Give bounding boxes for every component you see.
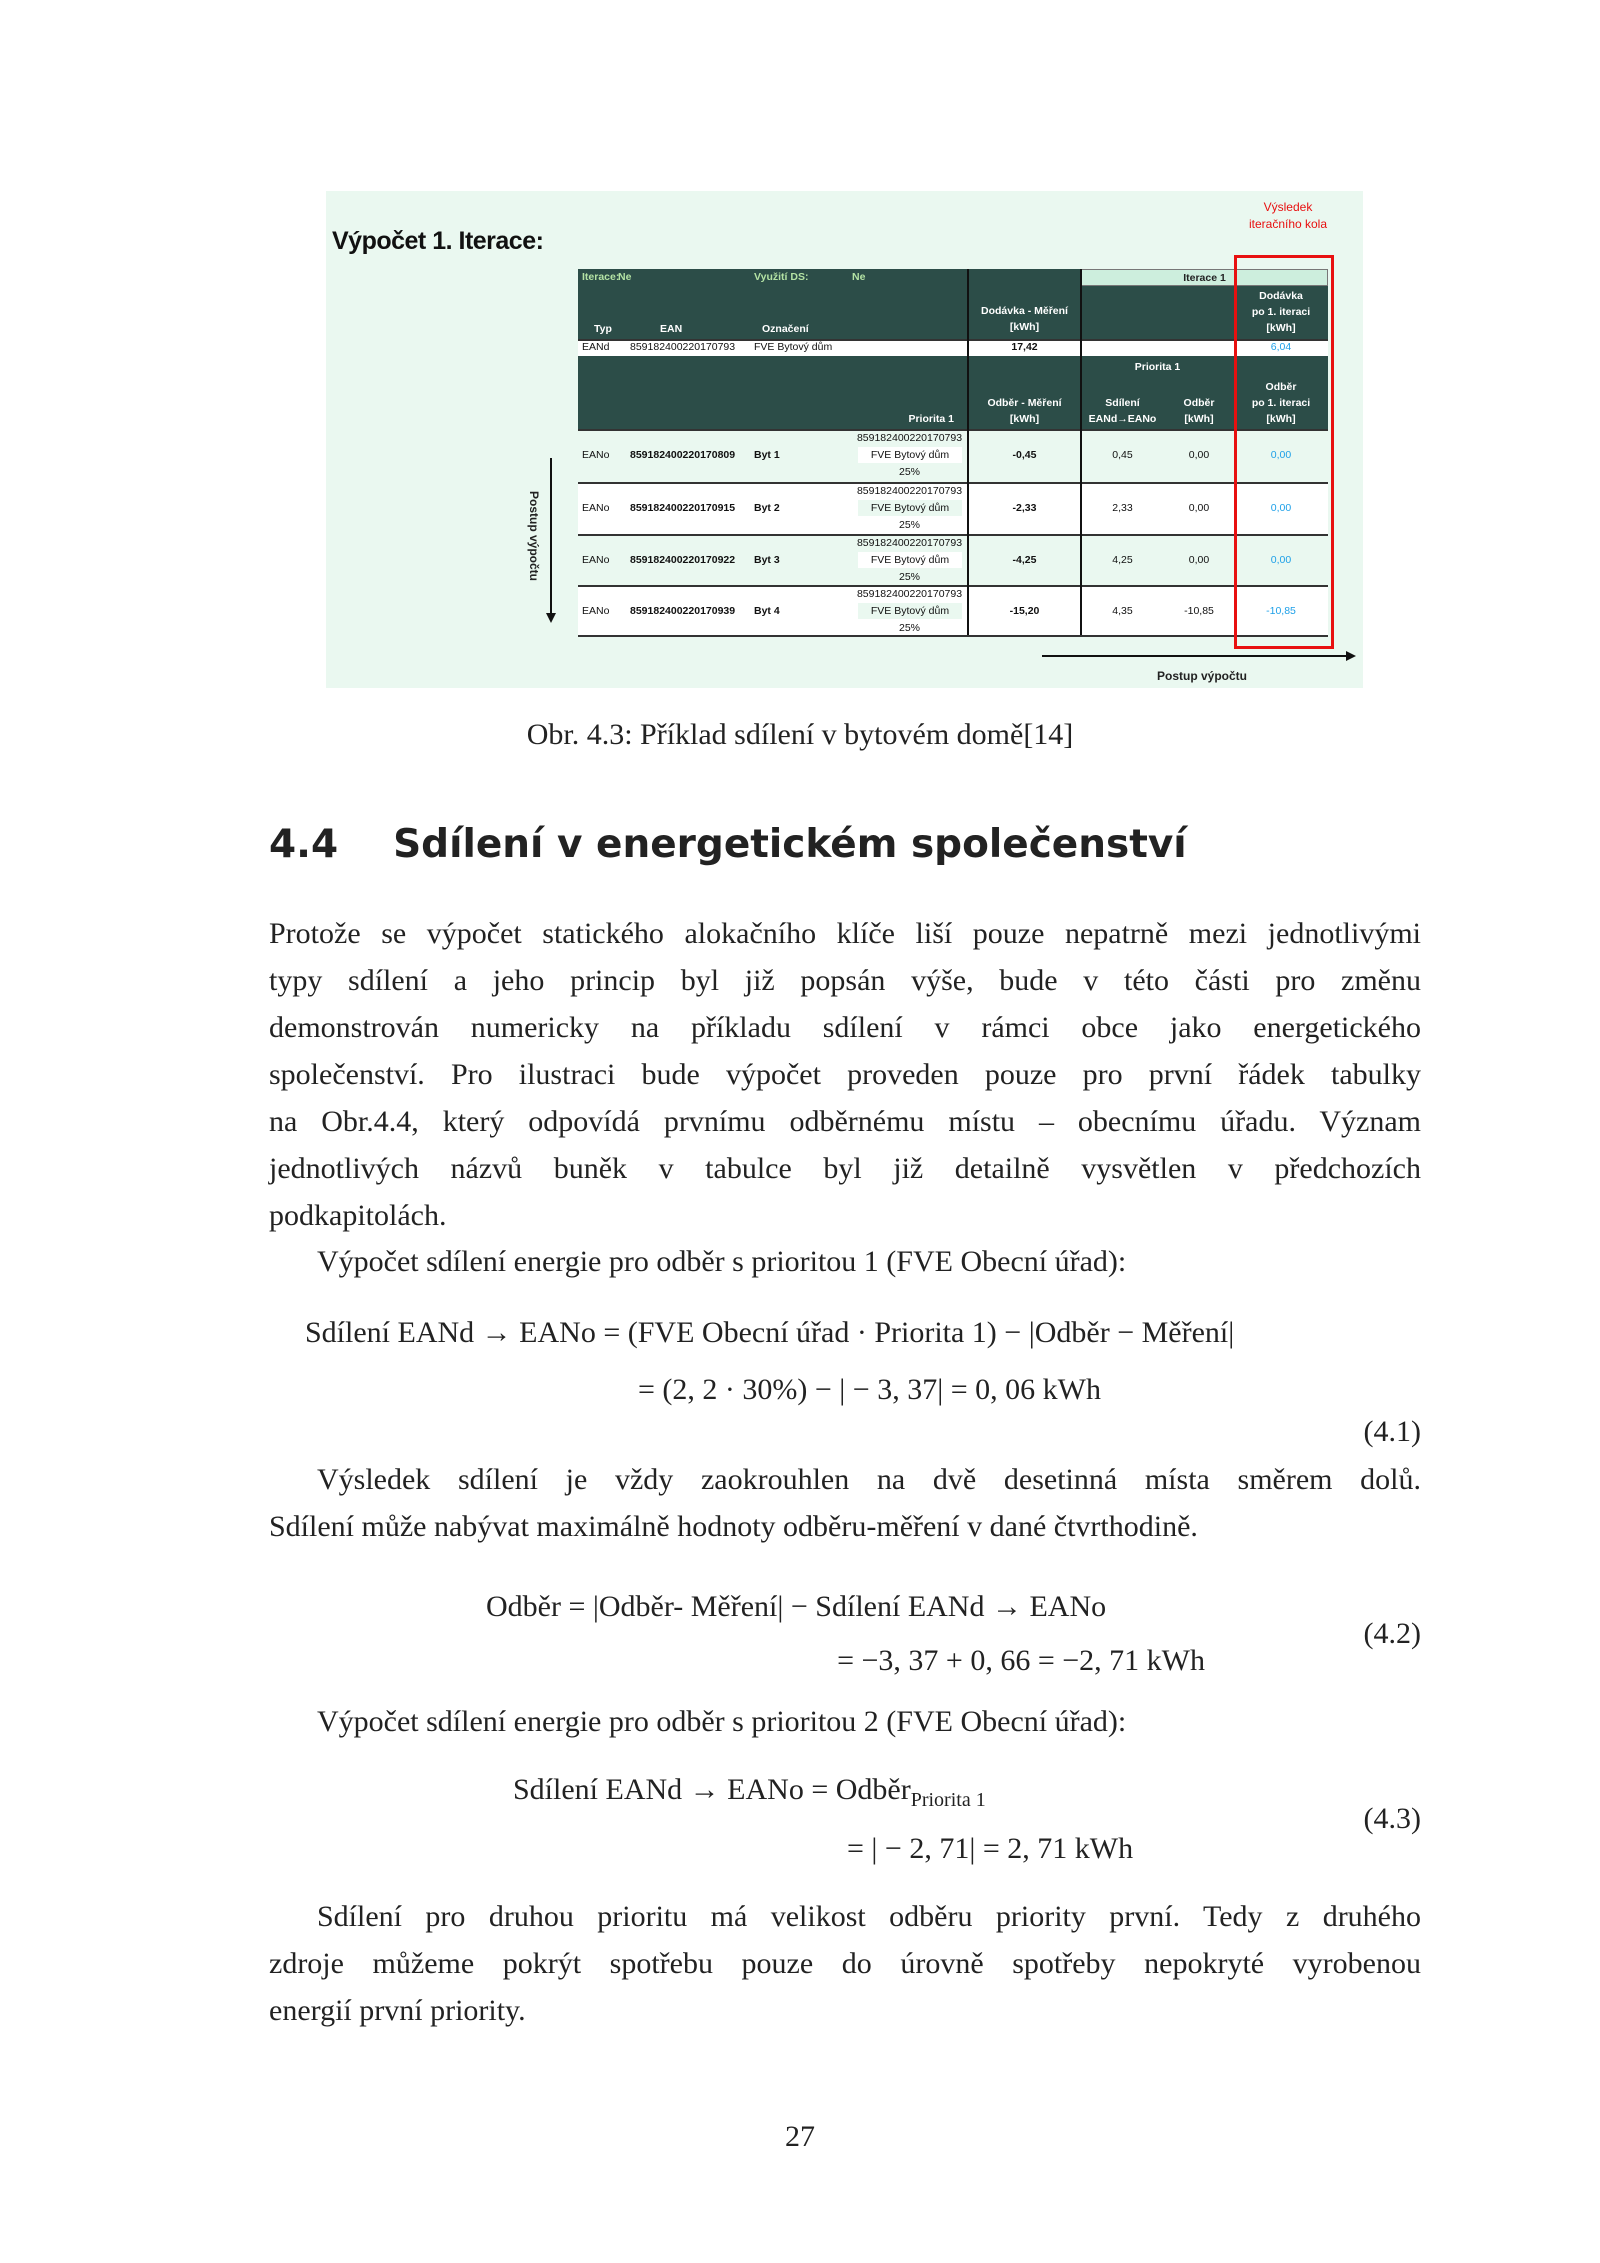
- row-typ: EANo: [582, 502, 610, 514]
- equation-number-4-3: (4.3): [1363, 1802, 1421, 1835]
- equation-4-3-subscript: Priorita 1: [910, 1789, 986, 1811]
- arrow-vertical-label: Postup výpočtu: [527, 490, 541, 581]
- row-odber-mereni: -2,33: [1012, 502, 1037, 514]
- row-sdileni: 0,45: [1112, 449, 1133, 461]
- figure-iteration-table: [326, 191, 1363, 688]
- result-highlight-box: [1234, 255, 1334, 649]
- row-odber-po: 0,00: [1270, 449, 1292, 461]
- col-ean: EAN: [660, 323, 683, 335]
- row-odber-mereni: -15,20: [1009, 605, 1040, 617]
- odber-mereni-label: Odběr - Měření: [987, 397, 1062, 409]
- supplier-oznaceni: FVE Bytový dům: [754, 341, 833, 353]
- equation-4-1-line1: Sdílení EANd → EANo = (FVE Obecní úřad · Priorita 1) − |Odběr − Měření|: [305, 1316, 1235, 1349]
- arrow-right-icon: [1042, 655, 1348, 657]
- arrow-right-head: [1346, 651, 1356, 661]
- header-blank: [1081, 286, 1234, 339]
- dodavka-po-label: Dodávka: [1259, 290, 1303, 302]
- column-divider: [1080, 269, 1082, 636]
- paragraph-intro-line: Protože se výpočet statického alokačního klíče liší pouze nepatrně mezi jednotlivými: [269, 917, 1421, 950]
- row-priority-name: FVE Bytový dům: [858, 603, 962, 619]
- equation-4-3-line1: [513, 1770, 986, 1820]
- row-priority-name: FVE Bytový dům: [858, 447, 962, 463]
- sdileni-label: Sdílení: [1105, 397, 1140, 409]
- paragraph-second-priority-line: energií první priority.: [269, 1994, 526, 2027]
- arrow-horizontal-label: Postup výpočtu: [1156, 669, 1247, 683]
- col-oznaceni: Označení: [762, 323, 809, 335]
- unit-label: [kWh]: [1266, 413, 1296, 425]
- eand-eano-label: EANd→EANo: [1088, 413, 1157, 425]
- priorita1-group: Priorita 1: [1134, 361, 1181, 373]
- row-priority-ean: 859182400220170793: [856, 432, 963, 444]
- table-bottom-border: [578, 635, 1328, 637]
- row-priority-ean: 859182400220170793: [856, 588, 963, 600]
- paragraph-intro-line: podkapitolách.: [269, 1199, 447, 1232]
- po-iteraci-label: po 1. iteraci: [1251, 397, 1311, 409]
- row-typ: EANo: [582, 605, 610, 617]
- col-dodavka-mereni: [968, 269, 1081, 339]
- row-odber-mereni: -0,45: [1012, 449, 1037, 461]
- arrow-down-icon: [550, 458, 552, 616]
- paragraph-intro-line: společenství. Pro ilustraci bude výpočet proveden pouze pro první řádek tabulky: [269, 1058, 1421, 1091]
- row-ean: 859182400220170939: [630, 605, 736, 617]
- iterace-label: Iterace:: [582, 271, 620, 283]
- page-number: 27: [785, 2120, 815, 2153]
- paragraph-second-priority-line: Sdílení pro druhou prioritu má velikost odběru priority první. Tedy z druhého: [317, 1900, 1421, 1933]
- supplier-dodavka-po: 6,04: [1270, 341, 1292, 353]
- row-sdileni: 4,25: [1112, 554, 1133, 566]
- row-priority-name: FVE Bytový dům: [858, 500, 962, 516]
- row-oznaceni: Byt 2: [754, 502, 780, 514]
- equation-4-2-line2: = −3, 37 + 0, 66 = −2, 71 kWh: [837, 1644, 1205, 1677]
- result-note: Výsledek iteračního kola: [1248, 200, 1328, 231]
- row-odber-po: 0,00: [1270, 502, 1292, 514]
- row-odber: -10,85: [1184, 605, 1214, 617]
- iterace-value: Ne: [618, 271, 632, 283]
- row-priority-pct: 25%: [898, 519, 920, 531]
- row-oznaceni: Byt 1: [754, 449, 780, 461]
- row-odber: 0,00: [1188, 502, 1210, 514]
- paragraph-intro-line: jednotlivých názvů buněk v tabulce byl již detailně vysvětlen v předchozích: [269, 1152, 1421, 1185]
- vyuziti-value: Ne: [852, 271, 866, 283]
- paragraph-intro-line: demonstrován numericky na příkladu sdílení v rámci obce jako energetického: [269, 1011, 1421, 1044]
- unit-label: [kWh]: [1184, 413, 1214, 425]
- row-priority-ean: 859182400220170793: [856, 537, 963, 549]
- col-odber: [1164, 395, 1234, 427]
- row-ean: 859182400220170922: [630, 554, 736, 566]
- vyuziti-label: Využití DS:: [754, 271, 809, 283]
- equation-4-3-line2: = | − 2, 71| = 2, 71 kWh: [847, 1832, 1134, 1865]
- figure-caption: Obr. 4.3: Příklad sdílení v bytovém domě[14]: [526, 718, 1074, 751]
- col-sdileni: [1081, 395, 1164, 427]
- odber-po-label: Odběr: [1265, 381, 1297, 393]
- intro-priority1: Výpočet sdílení energie pro odběr s prioritou 1 (FVE Obecní úřad):: [317, 1245, 1127, 1278]
- dodavka-mereni-label: Dodávka - Měření: [981, 305, 1068, 317]
- row-odber-po: 0,00: [1270, 554, 1292, 566]
- figure-title: Výpočet 1. Iterace:: [332, 227, 544, 255]
- row-oznaceni: Byt 3: [754, 554, 780, 566]
- section-number: 4.4: [269, 822, 339, 867]
- unit-label: [kWh]: [1009, 321, 1040, 333]
- col-odber-mereni: [968, 395, 1081, 427]
- row-typ: EANo: [582, 554, 610, 566]
- row-odber: 0,00: [1188, 449, 1210, 461]
- row-ean: 859182400220170915: [630, 502, 736, 514]
- supplier-dodavka-mereni: 17,42: [1011, 341, 1038, 353]
- paragraph-second-priority-line: zdroje můžeme pokrýt spotřebu pouze do úrovně spotřeby nepokryté vyrobenou: [269, 1947, 1421, 1980]
- row-typ: EANo: [582, 449, 610, 461]
- row-priority-pct: 25%: [898, 571, 920, 583]
- paragraph-rounding-line2: Sdílení může nabývat maximálně hodnoty odběru-měření v dané čtvrthodině.: [269, 1510, 1198, 1543]
- equation-4-1-line2: = (2, 2 · 30%) − | − 3, 37| = 0, 06 kWh: [638, 1373, 1101, 1406]
- row-sdileni: 2,33: [1112, 502, 1133, 514]
- row-odber-po: -10,85: [1266, 605, 1296, 617]
- equation-number-4-1: (4.1): [1363, 1415, 1421, 1448]
- equation-4-2-line1: Odběr = |Odběr- Měření| − Sdílení EANd → EANo: [486, 1590, 1107, 1623]
- odber-label: Odběr: [1183, 397, 1215, 409]
- supplier-typ: EANd: [582, 341, 610, 353]
- po-iteraci-label: po 1. iteraci: [1251, 306, 1311, 318]
- section-heading: [269, 822, 1187, 867]
- intro-priority2: Výpočet sdílení energie pro odběr s prioritou 2 (FVE Obecní úřad):: [317, 1705, 1127, 1738]
- iterace1-band: Iterace 1: [1081, 269, 1328, 286]
- row-odber: 0,00: [1188, 554, 1210, 566]
- paragraph-intro-line: na Obr.4.4, který odpovídá prvnímu odběrnému místu – obecnímu úřadu. Význam: [269, 1105, 1421, 1138]
- arrow-down-head: [546, 613, 556, 623]
- row-priority-name: FVE Bytový dům: [858, 552, 962, 568]
- row-priority-ean: 859182400220170793: [856, 485, 963, 497]
- column-divider: [967, 269, 969, 636]
- paragraph-rounding-line1: Výsledek sdílení je vždy zaokrouhlen na dvě desetinná místa směrem dolů.: [317, 1463, 1421, 1496]
- equation-number-4-2: (4.2): [1363, 1617, 1421, 1650]
- supplier-ean: 859182400220170793: [630, 341, 736, 353]
- equation-4-3-main: Sdílení EANd → EANo = Odběr: [513, 1773, 911, 1806]
- unit-label: [kWh]: [1009, 413, 1040, 425]
- col-priorita1: Priorita 1: [908, 413, 954, 425]
- row-odber-mereni: -4,25: [1012, 554, 1037, 566]
- unit-label: [kWh]: [1266, 322, 1296, 334]
- row-priority-pct: 25%: [898, 466, 920, 478]
- section-title: Sdílení v energetickém společenství: [393, 822, 1187, 867]
- row-ean: 859182400220170809: [630, 449, 736, 461]
- col-typ: Typ: [594, 323, 612, 335]
- row-priority-pct: 25%: [898, 622, 920, 634]
- row-sdileni: 4,35: [1112, 605, 1133, 617]
- row-oznaceni: Byt 4: [754, 605, 780, 617]
- paragraph-intro-line: typy sdílení a jeho princip byl již popsán výše, bude v této části pro změnu: [269, 964, 1421, 997]
